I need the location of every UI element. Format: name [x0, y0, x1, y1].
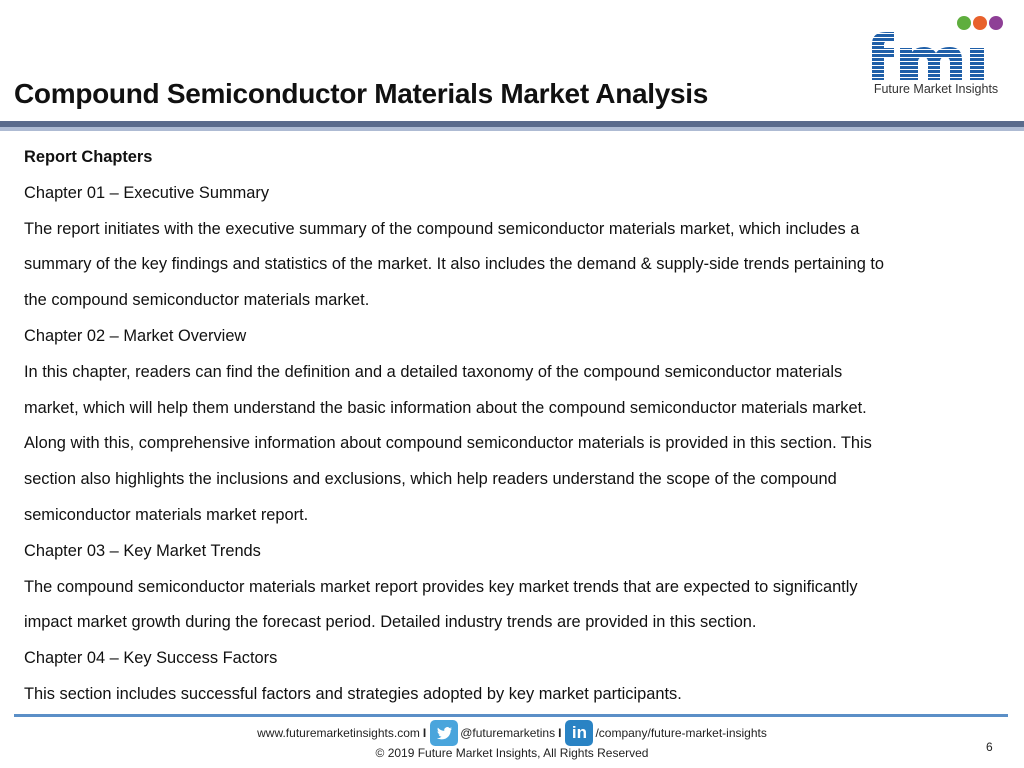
paragraph-line: semiconductor materials market report. — [24, 505, 309, 524]
paragraph-line: Along with this, comprehensive information about compound semiconductor materials is provided in this section. This — [24, 434, 872, 453]
paragraph-line: The compound semiconductor materials market report provides key market trends that are expected to significantly — [24, 577, 858, 596]
section-heading: Report Chapters — [24, 148, 153, 166]
paragraph-line: market, which will help them understand the basic information about the compound semiconductor materials market. — [24, 398, 867, 417]
copyright-notice: © 2019 Future Market Insights, All Rights Reserved — [375, 746, 649, 760]
title-divider-accent — [0, 127, 1024, 131]
fmi-logo-mark — [858, 14, 1014, 84]
paragraph-line: This section includes successful factors and strategies adopted by key market participants. — [24, 684, 682, 703]
paragraph-line: In this chapter, readers can find the definition and a detailed taxonomy of the compound semiconductor materials — [24, 362, 843, 381]
footer-divider — [14, 714, 1008, 717]
website-link[interactable]: www.futuremarketinsights.com — [257, 726, 420, 740]
chapter-heading: Chapter 01 – Executive Summary — [24, 183, 270, 202]
paragraph-line: the compound semiconductor materials market. — [24, 291, 370, 310]
footer-separator: I — [558, 726, 562, 740]
twitter-bird-glyph — [430, 720, 458, 746]
report-chapters-body — [24, 140, 1004, 713]
paragraph-line: summary of the key findings and statistics of the market. It also includes the demand & supply-side trends pertaining to — [24, 255, 885, 274]
logo-caption: Future Market Insights — [873, 82, 999, 96]
chapter-heading: Chapter 03 – Key Market Trends — [24, 541, 261, 560]
twitter-icon[interactable] — [430, 720, 458, 746]
linkedin-icon[interactable]: in — [565, 720, 593, 746]
paragraph-line: impact market growth during the forecast period. Detailed industry trends are provided in this section. — [24, 613, 757, 632]
footer-links — [0, 719, 1024, 747]
page-title: Compound Semiconductor Materials Market Analysis — [14, 78, 709, 109]
page-number: 6 — [986, 740, 993, 754]
linkedin-link[interactable]: /company/future-market-insights — [595, 726, 767, 740]
twitter-handle[interactable]: @futuremarketins — [460, 726, 556, 740]
paragraph-line: section also highlights the inclusions and exclusions, which help readers understand the scope of the compound — [24, 470, 837, 489]
chapter-heading: Chapter 02 – Market Overview — [24, 326, 247, 345]
footer-separator: I — [422, 726, 427, 740]
chapter-heading: Chapter 04 – Key Success Factors — [24, 649, 278, 668]
paragraph-line: The report initiates with the executive summary of the compound semiconductor materials market, which includes a — [24, 219, 860, 238]
fmi-logo — [858, 14, 1014, 102]
